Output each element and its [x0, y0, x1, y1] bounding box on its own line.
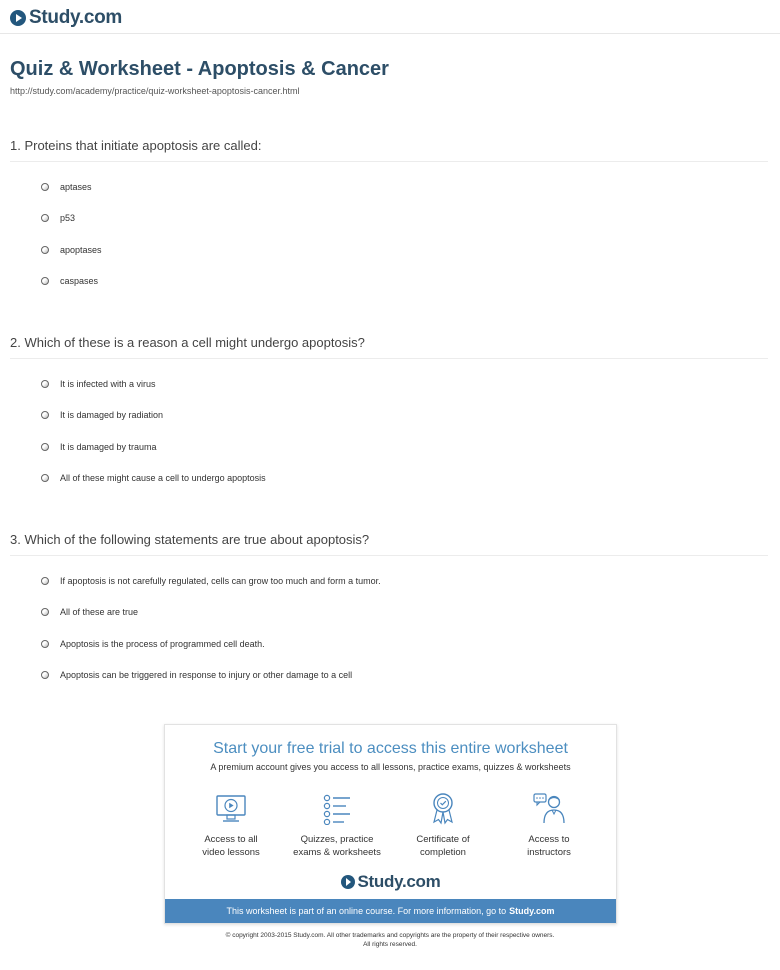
answer-option[interactable]	[10, 660, 768, 692]
answer-label: It is damaged by trauma	[60, 441, 157, 452]
radio-button[interactable]	[41, 246, 49, 254]
promo-subtitle: A premium account gives you access to all lessons, practice exams, quizzes & worksheets	[210, 762, 571, 772]
answer-list	[10, 171, 768, 297]
instructor-icon	[532, 791, 566, 825]
answer-list	[10, 368, 768, 494]
radio-button[interactable]	[41, 640, 49, 648]
feature-label: Access to instructors	[527, 834, 571, 858]
premium-promo-box	[164, 724, 617, 924]
radio-button[interactable]	[41, 214, 49, 222]
rights-line: All rights reserved.	[363, 941, 417, 948]
answer-label: It is infected with a virus	[60, 378, 156, 389]
radio-button[interactable]	[41, 474, 49, 482]
quiz-list-icon	[320, 791, 354, 825]
question-text: 2. Which of these is a reason a cell might undergo apoptosis?	[10, 335, 768, 359]
radio-button[interactable]	[41, 411, 49, 419]
answer-label: All of these are true	[60, 607, 139, 618]
feature-certificate	[393, 791, 493, 859]
answer-option[interactable]	[10, 431, 768, 463]
feature-instructors	[499, 791, 599, 859]
radio-button[interactable]	[41, 277, 49, 285]
answer-label: It is damaged by radiation	[60, 410, 164, 421]
video-lesson-icon	[214, 791, 248, 825]
answer-label: p53	[60, 213, 76, 224]
question-2	[10, 335, 768, 494]
answer-label: All of these might cause a cell to undergo apoptosis	[60, 473, 266, 484]
answer-option[interactable]	[10, 203, 768, 235]
answer-list	[10, 565, 768, 691]
logo-text: Study.com	[29, 7, 123, 28]
question-text: 1. Proteins that initiate apoptosis are called:	[10, 138, 768, 162]
radio-button[interactable]	[41, 671, 49, 679]
play-circle-icon	[341, 875, 355, 889]
question-3	[10, 532, 768, 691]
copyright-footer	[140, 931, 640, 949]
radio-button[interactable]	[41, 608, 49, 616]
feature-quizzes	[287, 791, 387, 859]
answer-option[interactable]	[10, 565, 768, 597]
promo-study-logo[interactable]	[165, 872, 616, 892]
feature-label: Access to all video lessons	[202, 834, 260, 858]
answer-label: aptases	[60, 181, 92, 192]
radio-button[interactable]	[41, 183, 49, 191]
play-circle-icon	[10, 10, 26, 26]
feature-video-lessons	[181, 791, 281, 859]
answer-option[interactable]	[10, 368, 768, 400]
answer-label: If apoptosis is not carefully regulated, cells can grow too much and form a tumor.	[60, 575, 381, 586]
answer-option[interactable]	[10, 463, 768, 495]
radio-button[interactable]	[41, 380, 49, 388]
logo-text: Study.com	[357, 872, 441, 891]
study-link[interactable]: Study.com	[509, 906, 555, 916]
study-logo[interactable]	[10, 7, 122, 29]
promo-info-bar	[165, 899, 616, 923]
answer-option[interactable]	[10, 628, 768, 660]
feature-list	[165, 791, 616, 861]
answer-label: Apoptosis can be triggered in response to injury or other damage to a cell	[60, 670, 353, 681]
answer-option[interactable]	[10, 234, 768, 266]
feature-label: Quizzes, practice exams & worksheets	[293, 834, 381, 858]
page-title: Quiz & Worksheet - Apoptosis & Cancer	[10, 58, 389, 80]
answer-label: apoptases	[60, 244, 102, 255]
copyright-line: © copyright 2003-2015 Study.com. All other trademarks and copyrights are the property of their respective owners.	[225, 932, 555, 939]
answer-option[interactable]	[10, 400, 768, 432]
radio-button[interactable]	[41, 443, 49, 451]
question-1	[10, 138, 768, 297]
page-url: http://study.com/academy/practice/quiz-worksheet-apoptosis-cancer.html	[10, 86, 300, 96]
bar-text: This worksheet is part of an online course. For more information, go to	[226, 906, 507, 916]
answer-option[interactable]	[10, 171, 768, 203]
certificate-icon	[426, 791, 460, 825]
answer-label: caspases	[60, 276, 99, 287]
feature-label: Certificate of completion	[416, 834, 470, 858]
answer-label: Apoptosis is the process of programmed cell death.	[60, 638, 265, 649]
radio-button[interactable]	[41, 577, 49, 585]
header-divider	[0, 33, 780, 34]
promo-title[interactable]: Start your free trial to access this entire worksheet	[213, 740, 568, 757]
question-text: 3. Which of the following statements are true about apoptosis?	[10, 532, 768, 556]
answer-option[interactable]	[10, 266, 768, 298]
answer-option[interactable]	[10, 597, 768, 629]
